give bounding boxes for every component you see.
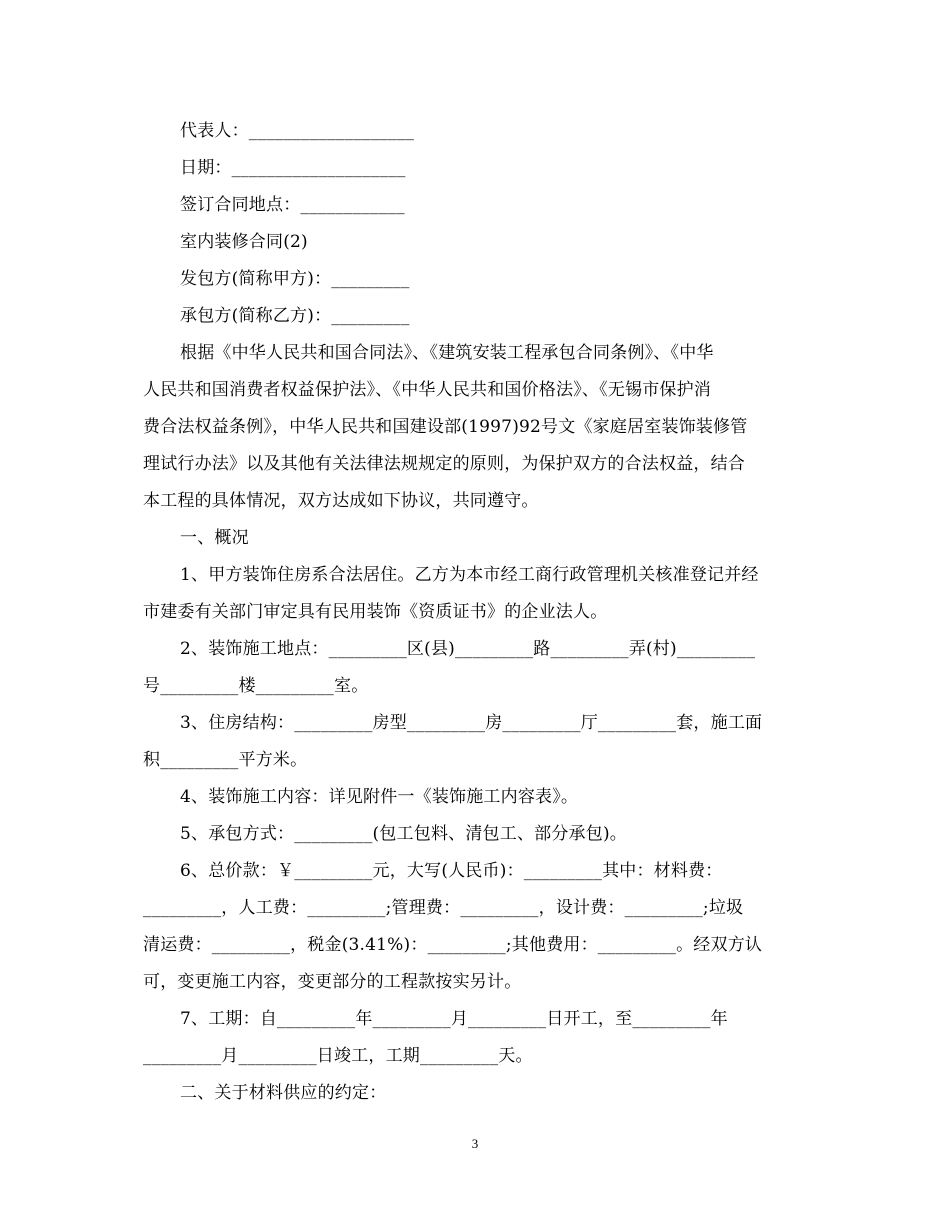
- preamble-line: 人民共和国消费者权益保护法》、《中华人民共和国价格法》、《无锡市保护消: [143, 380, 711, 400]
- signing-place-line: 签订合同地点：____________: [180, 195, 405, 215]
- date-line: 日期：____________________: [180, 158, 406, 178]
- clause-line: 7、工期：自_________年_________月_________日开工，至_________年: [180, 1009, 728, 1029]
- representative-line: 代表人：___________________: [180, 121, 415, 141]
- section-heading: 一、概况: [180, 528, 249, 548]
- clause-line: 6、总价款：￥_________元，大写(人民币)：_________其中：材料费：: [180, 861, 723, 881]
- party-b-line: 承包方(简称乙方)：_________: [180, 306, 410, 326]
- clause-line: 清运费：_________，税金(3.41%)：_________;其他费用：_________。经双方认: [143, 935, 763, 955]
- preamble-line: 根据《中华人民共和国合同法》、《建筑安装工程承包合同条例》、《中华: [180, 343, 714, 363]
- preamble-line: 本工程的具体情况，双方达成如下协议，共同遵守。: [143, 491, 539, 511]
- clause-line: 积_________平方米。: [143, 750, 308, 770]
- clause-line: _________月_________日竣工，工期_________天。: [143, 1046, 533, 1066]
- clause-line: 1、甲方装饰住房系合法居住。乙方为本市经工商行政管理机关核准登记并经: [180, 565, 759, 585]
- preamble-line: 费合法权益条例》，中华人民共和国建设部(1997)92号文《家庭居室装饰装修管: [143, 417, 748, 437]
- clause-line: 号_________楼_________室。: [143, 676, 369, 696]
- clause-line: _________，人工费：_________;管理费：_________，设计费：_________;垃圾: [143, 898, 744, 918]
- document-body: [143, 113, 807, 1112]
- clause-line: 3、住房结构：_________房型_________房_________厅_________套，施工面: [180, 713, 763, 733]
- clause-line: 市建委有关部门审定具有民用装饰《资质证书》的企业法人。: [143, 602, 608, 622]
- contract-title: 室内装修合同(2): [180, 232, 308, 252]
- preamble-line: 理试行办法》以及其他有关法律法规规定的原则，为保护双方的合法权益，结合: [143, 454, 745, 474]
- party-a-line: 发包方(简称甲方)：_________: [180, 269, 410, 289]
- clause-line: 4、装饰施工内容：详见附件一《装饰施工内容表》。: [180, 787, 579, 807]
- clause-line: 可，变更施工内容，变更部分的工程款按实另计。: [143, 972, 522, 992]
- section-heading: 二、关于材料供应的约定：: [180, 1083, 387, 1103]
- page-number: 3: [471, 1136, 479, 1151]
- clause-line: 2、装饰施工地点：_________区(县)_________路_________弄(村)_________: [180, 639, 756, 659]
- clause-line: 5、承包方式：_________(包工包料、清包工、部分承包)。: [180, 824, 627, 844]
